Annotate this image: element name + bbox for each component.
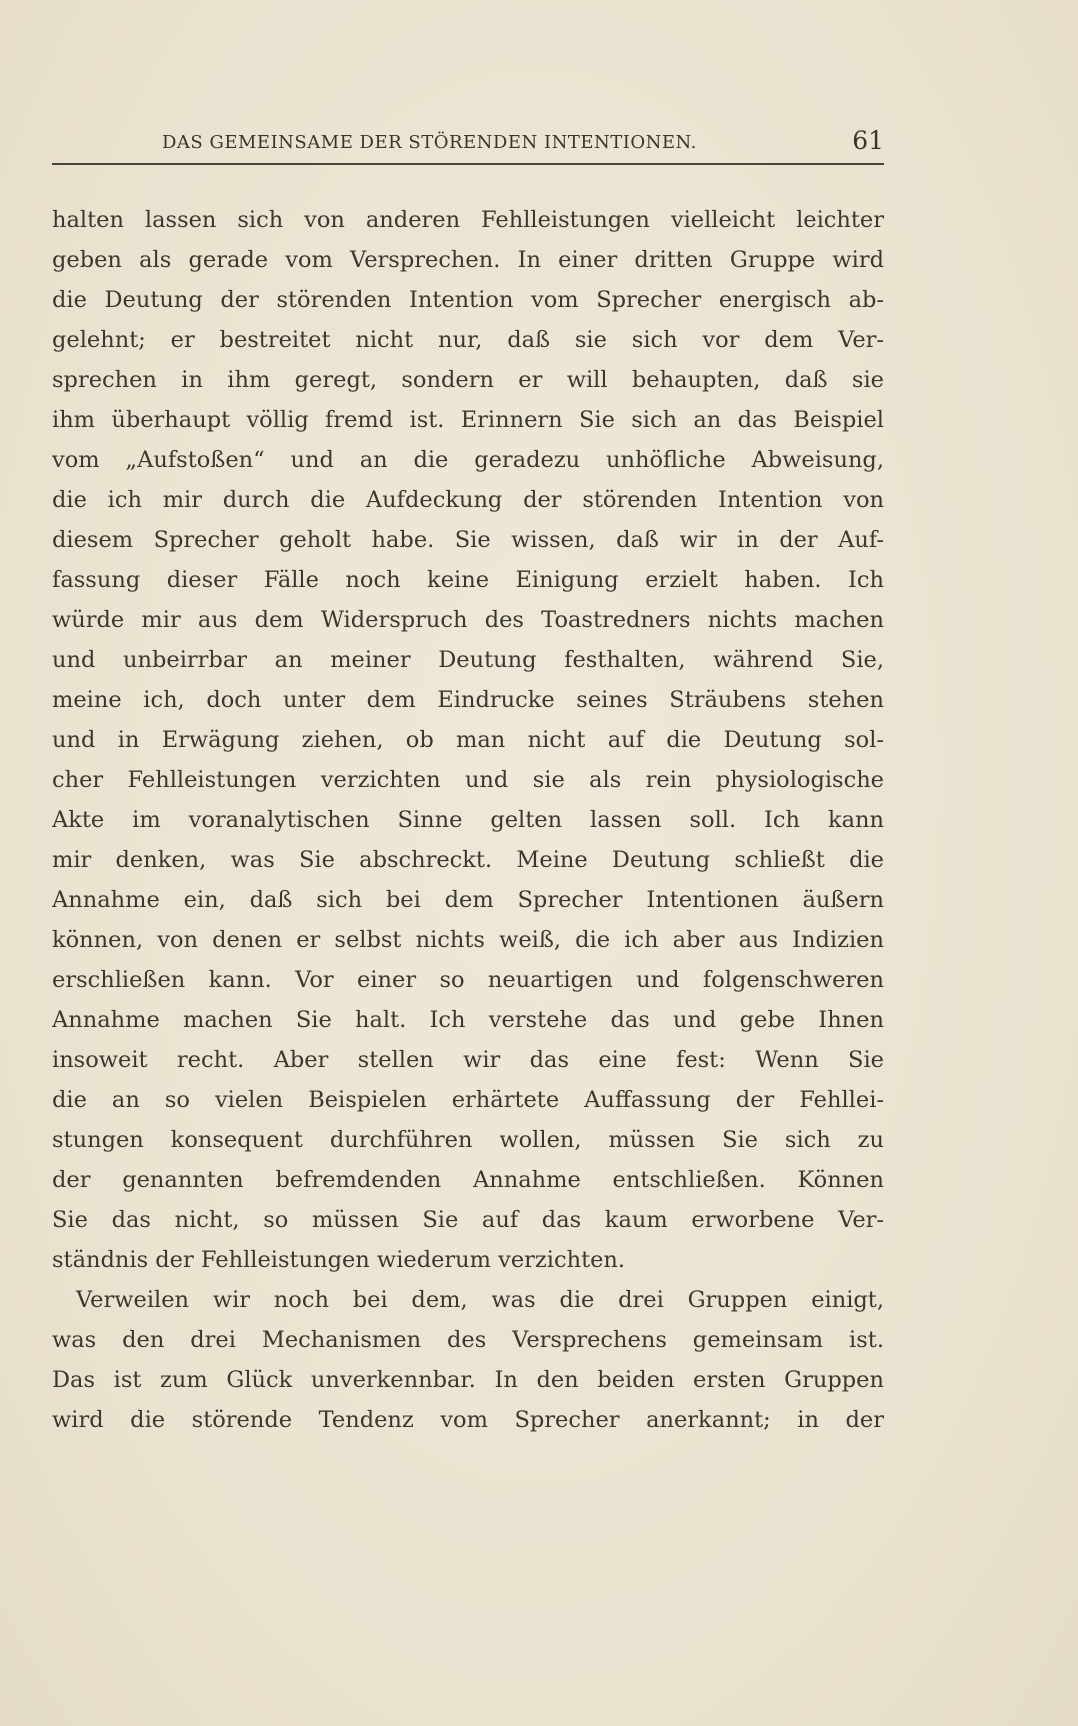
text-line: insoweit recht. Aber stellen wir das eine fest: Wenn Sie — [52, 1047, 884, 1073]
text-line: cher Fehlleistungen verzichten und sie als rein physiologische — [52, 767, 884, 793]
text-line: können, von denen er selbst nichts weiß, die ich aber aus Indizien — [52, 927, 884, 953]
text-line: wird die störende Tendenz vom Sprecher anerkannt; in der — [52, 1407, 884, 1433]
text-line: Sie das nicht, so müssen Sie auf das kaum erworbene Ver- — [52, 1207, 884, 1233]
text-line: Verweilen wir noch bei dem, was die drei Gruppen einigt, — [76, 1287, 884, 1313]
header-rule — [52, 163, 884, 165]
text-line: die an so vielen Beispielen erhärtete Auffassung der Fehllei- — [52, 1087, 884, 1113]
text-line: die Deutung der störenden Intention vom Sprecher energisch ab- — [52, 287, 884, 313]
running-head — [52, 118, 884, 158]
text-line: erschließen kann. Vor einer so neuartigen und folgenschweren — [52, 967, 884, 993]
text-line: gelehnt; er bestreitet nicht nur, daß sie sich vor dem Ver- — [52, 327, 884, 353]
text-line: stungen konsequent durchführen wollen, müssen Sie sich zu — [52, 1127, 884, 1153]
text-line: vom „Aufstoßen“ und an die geradezu unhöfliche Abweisung, — [52, 447, 884, 473]
text-line: und unbeirrbar an meiner Deutung festhalten, während Sie, — [52, 647, 884, 673]
text-line: diesem Sprecher geholt habe. Sie wissen, daß wir in der Auf- — [52, 527, 884, 553]
text-line: der genannten befremdenden Annahme entschließen. Können — [52, 1167, 884, 1193]
page-number: 61 — [852, 126, 884, 155]
text-line: Annahme ein, daß sich bei dem Sprecher Intentionen äußern — [52, 887, 884, 913]
running-title: DAS GEMEINSAME DER STÖRENDEN INTENTIONEN. — [162, 132, 697, 153]
text-line: geben als gerade vom Versprechen. In einer dritten Gruppe wird — [52, 247, 884, 273]
text-line: ständnis der Fehlleistungen wiederum verzichten. — [52, 1247, 626, 1273]
text-line: Annahme machen Sie halt. Ich verstehe das und gebe Ihnen — [52, 1007, 884, 1033]
text-line: ihm überhaupt völlig fremd ist. Erinnern Sie sich an das Beispiel — [52, 407, 884, 433]
body-text — [52, 200, 884, 1440]
text-line: würde mir aus dem Widerspruch des Toastredners nichts machen — [52, 607, 884, 633]
text-line: Akte im voranalytischen Sinne gelten lassen soll. Ich kann — [52, 807, 884, 833]
text-line: mir denken, was Sie abschreckt. Meine Deutung schließt die — [52, 847, 884, 873]
text-line: halten lassen sich von anderen Fehlleistungen vielleicht leichter — [52, 207, 884, 233]
text-line: fassung dieser Fälle noch keine Einigung erzielt haben. Ich — [52, 567, 884, 593]
text-line: was den drei Mechanismen des Versprechens gemeinsam ist. — [52, 1327, 884, 1353]
text-line: sprechen in ihm geregt, sondern er will behaupten, daß sie — [52, 367, 884, 393]
text-line: und in Erwägung ziehen, ob man nicht auf die Deutung sol- — [52, 727, 884, 753]
text-line: die ich mir durch die Aufdeckung der störenden Intention von — [52, 487, 884, 513]
text-line: Das ist zum Glück unverkennbar. In den beiden ersten Gruppen — [52, 1367, 884, 1393]
text-line: meine ich, doch unter dem Eindrucke seines Sträubens stehen — [52, 687, 884, 713]
